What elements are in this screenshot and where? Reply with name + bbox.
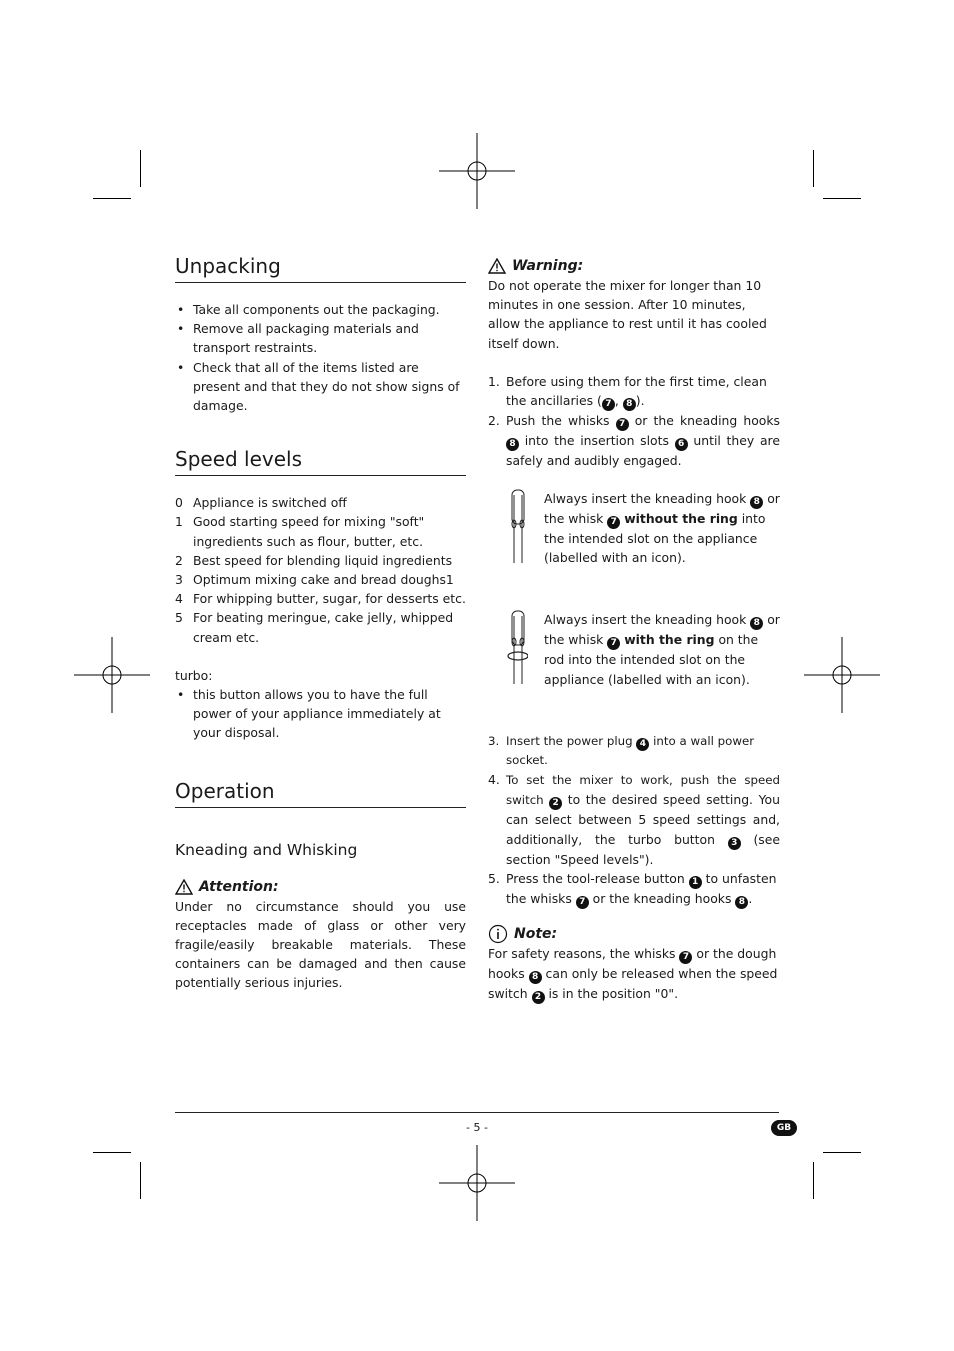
speed-levels-heading: Speed levels <box>175 445 466 476</box>
footer-divider <box>175 1112 779 1113</box>
page-number: - 5 - <box>466 1121 488 1134</box>
level-number: 3 <box>175 572 183 588</box>
whisk-with-ring-box <box>488 610 780 693</box>
language-badge: GB <box>771 1120 797 1136</box>
list-item <box>175 570 466 589</box>
crop-mark <box>813 150 814 187</box>
level-number: 0 <box>175 495 183 511</box>
part-number-badge: 2 <box>532 991 545 1004</box>
text-run: Insert the power plug <box>506 733 637 748</box>
speed-levels-list <box>175 493 466 647</box>
text-run: Before using them for the first time, clean the ancillaries ( <box>506 373 767 409</box>
part-number-badge: 8 <box>623 398 636 411</box>
level-text: Appliance is switched off <box>193 495 347 511</box>
crop-mark <box>823 198 861 199</box>
text-run: or the kneading hooks <box>588 890 736 906</box>
warning-triangle-icon <box>488 258 506 274</box>
list-item: • Check that all of the items listed are present and that they do not show signs of damage. <box>175 358 466 416</box>
note-title: Note: <box>514 925 558 942</box>
list-item <box>488 732 780 770</box>
text-run: . <box>748 890 753 906</box>
right-column <box>488 256 780 1004</box>
operation-heading: Operation <box>175 777 466 808</box>
left-column <box>175 252 466 993</box>
list-item: • this button allows you to have the full power of your appliance immediately at your disposal. <box>175 685 466 743</box>
warning-triangle-icon <box>175 879 193 895</box>
text-run: into a wall power socket. <box>506 733 755 767</box>
part-number-badge: 8 <box>735 896 748 909</box>
text-run: Always insert the kneading hook <box>544 612 751 628</box>
list-item <box>488 372 780 411</box>
list-item <box>175 551 466 570</box>
whisk-without-ring-box <box>488 489 780 572</box>
crop-mark <box>813 1162 814 1199</box>
steps-list-a <box>488 372 780 470</box>
crop-mark <box>93 198 131 199</box>
list-item <box>488 770 780 869</box>
text-run: Push the whisks <box>506 413 616 429</box>
text-run: can only be released when the speed switch <box>488 965 778 1001</box>
step-number: 2. <box>488 413 500 429</box>
level-text: For whipping butter, sugar, for desserts etc. <box>193 591 466 607</box>
part-number-badge: 2 <box>549 797 562 810</box>
turbo-list <box>175 685 466 743</box>
note-text <box>488 944 780 1004</box>
part-number-badge: 8 <box>529 971 542 984</box>
level-text: Optimum mixing cake and bread doughs1 <box>193 572 454 588</box>
text-run: into the intended slot on the appliance (labelled with an icon). <box>544 511 766 566</box>
list-item <box>175 589 466 608</box>
part-number-badge: 7 <box>602 398 615 411</box>
level-text: Best speed for blending liquid ingredients <box>193 552 453 568</box>
list-item <box>175 512 466 550</box>
step-text <box>506 869 780 909</box>
whisk-without-ring-icon <box>488 489 528 567</box>
figure <box>488 610 544 693</box>
registration-mark-icon <box>804 637 880 713</box>
part-number-badge: 8 <box>750 496 763 509</box>
step-text <box>506 770 780 869</box>
text-run: on the rod into the intended slot on the appliance (labelled with an icon). <box>544 632 759 687</box>
part-number-badge: 7 <box>607 637 620 650</box>
part-number-badge: 8 <box>506 438 519 451</box>
part-number-badge: 7 <box>576 896 589 909</box>
part-number-badge: 4 <box>636 738 649 751</box>
list-item <box>488 869 780 909</box>
text-run: into the insertion slots <box>519 433 675 449</box>
level-text: Good starting speed for mixing "soft" ingredients such as flour, butter, etc. <box>193 514 425 549</box>
level-number: 2 <box>175 552 183 568</box>
part-number-badge: 8 <box>750 617 763 630</box>
registration-mark-icon <box>439 1145 515 1221</box>
step-number: 5. <box>488 870 500 886</box>
part-number-badge: 1 <box>689 876 702 889</box>
crop-mark <box>823 1152 861 1153</box>
kneading-whisking-heading: Kneading and Whisking <box>175 840 358 859</box>
step-number: 1. <box>488 373 500 389</box>
level-text: For beating meringue, cake jelly, whipped cream etc. <box>193 610 454 645</box>
text-run: or the dough hooks <box>488 945 777 981</box>
warning-title: Warning: <box>512 258 584 274</box>
text-run: Always insert the kneading hook <box>544 491 751 507</box>
step-text <box>506 732 780 770</box>
crop-mark <box>93 1152 131 1153</box>
box-text <box>544 610 780 693</box>
text-run: ). <box>635 393 645 409</box>
text-run: or the kneading hooks <box>628 413 780 429</box>
warning-text: Do not operate the mixer for longer than 10 minutes in one session. After 10 minutes, allow the appliance to rest until it has cooled itself down. <box>488 278 767 351</box>
step-text <box>506 411 780 470</box>
list-item <box>175 608 466 646</box>
note-heading <box>488 924 780 944</box>
text-run: Press the tool-release button <box>506 870 689 886</box>
level-number: 5 <box>175 610 183 626</box>
emphasis: without the ring <box>624 511 738 527</box>
step-number: 3. <box>488 733 500 748</box>
crop-mark <box>140 1162 141 1199</box>
attention-text: Under no circumstance should you use receptacles made of glass or other very fragile/easily breakable materials. These containers can be damaged and then cause potentially serious injuries. <box>175 898 466 991</box>
figure <box>488 489 544 572</box>
registration-mark-icon <box>439 133 515 209</box>
text-run: (see section "Speed levels"). <box>506 831 780 867</box>
box-text <box>544 489 780 572</box>
registration-mark-icon <box>74 637 150 713</box>
part-number-badge: 7 <box>616 418 629 431</box>
text-run: To set the mixer to work, push the speed switch <box>506 773 780 808</box>
level-number: 4 <box>175 591 183 607</box>
whisk-with-ring-icon <box>488 610 528 688</box>
warning-heading <box>488 256 780 276</box>
text-run: until they are safely and audibly engaged. <box>506 433 780 469</box>
level-number: 1 <box>175 514 183 530</box>
attention-title: Attention: <box>199 878 279 895</box>
text-run: is in the position "0". <box>544 985 679 1001</box>
text-run: to the desired speed setting. You can select between 5 speed settings and, additionally, the turbo button <box>506 792 780 847</box>
steps-list-b <box>488 732 780 909</box>
text-run: to unfasten the whisks <box>506 870 777 906</box>
list-item <box>175 493 466 512</box>
part-number-badge: 7 <box>607 516 620 529</box>
list-item: • Take all components out the packaging. <box>175 300 466 319</box>
text-run: or the whisk <box>544 491 780 527</box>
step-text <box>506 372 780 411</box>
step-number: 4. <box>488 772 500 788</box>
info-icon <box>488 924 508 944</box>
emphasis: with the ring <box>624 632 715 648</box>
turbo-label: turbo: <box>175 667 213 683</box>
list-item <box>488 411 780 470</box>
part-number-badge: 7 <box>679 951 692 964</box>
text-run: , <box>614 393 623 409</box>
part-number-badge: 6 <box>675 438 688 451</box>
crop-mark <box>140 150 141 187</box>
text-run: or the whisk <box>544 612 780 648</box>
list-item: • Remove all packaging materials and transport restraints. <box>175 319 466 357</box>
unpacking-list <box>175 300 466 415</box>
part-number-badge: 3 <box>728 837 741 850</box>
text-run: For safety reasons, the whisks <box>488 945 680 961</box>
unpacking-heading: Unpacking <box>175 252 466 283</box>
attention-heading <box>175 877 466 897</box>
